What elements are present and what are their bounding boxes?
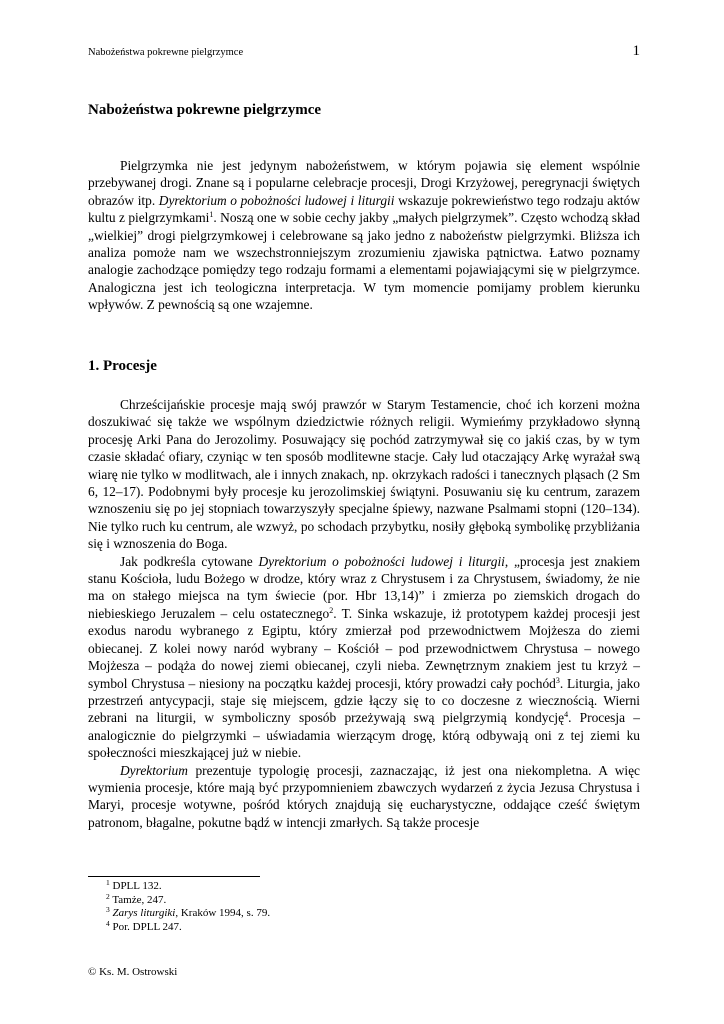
footnote-3: $^3$ Zarys liturgiki, Kraków 1994, s. 79. (106, 905, 271, 920)
footnote-ref-1: 1 (209, 210, 214, 220)
footnote-separator (88, 876, 260, 877)
italic-reference: Dyrektorium (120, 762, 188, 778)
italic-reference: Dyrektorium o pobożności ludowej i liturgii (258, 553, 505, 569)
body-paragraph-3: Dyrektorium prezentuje typologię procesji, zaznaczając, iż jest ona niekompletna. A więc wymienia procesje, które mają być przypomnieniem zbawczych wydarzeń z życia Jezusa Chrystusa i Maryi, procesje wotywne, pośród których znajdują się eucharystyczne, oddające cześć świętym patronom, błagalne, pokutne bądź w intencji zmarłych. Są także procesje (88, 762, 640, 830)
footnote-ref-4: 4 (564, 710, 569, 720)
running-header: Nabożeństwa pokrewne pielgrzymce (88, 47, 244, 58)
copyright-footer: © Ks. M. Ostrowski (88, 966, 178, 978)
page-number: 1 (632, 43, 640, 59)
footnote-1: $^1$ DPLL 132. (106, 878, 162, 892)
document-title: Nabożeństwa pokrewne pielgrzymce (88, 102, 322, 118)
footnote-2: $^2$ Tamże, 247. (106, 891, 167, 906)
intro-section (88, 157, 640, 314)
footnote-ref-2: 2 (329, 605, 334, 615)
footnote-ref-3: 3 (555, 675, 560, 685)
body-paragraph-1: Chrześcijańskie procesje mają swój prawzór w Starym Testamencie, choć ich korzeni można doszukiwać się także we wspólnym dziedzictwie różnych religii. Wymieńmy przykładowo słynną procesję Arki Pana do Jerozolimy. Posuwający się pochód zatrzymywał się co jakiś czas, by w tym czasie składać ofiary, czyniąc w ten sposób modlitewne stacje. Cały lud otaczający Arkę wyrażał swą wiarę nie tylko w modlitwach, ale i innych znakach, np. okrzykach radości i tanecznych pląsach (2 Sm 6, 12–17). Podobnymi były procesje ku jerozolimskiej świątyni. Posuwaniu się ku centrum, zarazem wznoszeniu się po jej stopniach towarzyszyły specjalne śpiewy, nazwane Psalmami stopni (120–134). Nie tylko ruch ku centrum, ale wzwyż, po schodach przybytku, nosiły głęboką symbolikę przybliżania się i wznoszenia do Boga. (88, 397, 640, 552)
body-paragraph-2: Jak podkreśla cytowane Dyrektorium o pobożności ludowej i liturgii, „procesja jest znakiem stanu Kościoła, ludu Bożego w drodze, który wraz z Chrystusem i za Chrystusem, świadomy, że nie ma on stałego miejsca na tym świecie (por. Hbr 13,14)” i zmierza po ziemskich drogach do niebieskiego Jeruzalem – celu ostatecznego$^2$. T. Sinka wskazuje, iż prototypem każdej procesji jest exodus narodu wybranego z Egiptu, który zmierzał pod przewodnictwem Mojżesza do ziemi obiecanej. Z kolei nowy naród wybrany – Kościół – pod przewodnictwem Chrystusa – nowego Mojżesza – podąża do nowej ziemi obiecanej, czyli nieba. Zewnętrznym znakiem jest tu krzyż – symbol Chrystusa – niesiony na początku każdej procesji, który prowadzi cały pochód$^3$. Liturgia, jako przestrzeń antycypacji, staje się miejscem, gdzie łączy się to co doczesne z wiecznością. Wierni zebrani na liturgii, w symboliczny sposób przeżywają swą pielgrzymią kondycję$^4$. Procesja – analogicznie do pielgrzymki – uświadamia wierzącym drogę, którą odbywają oni z tej ziemi ku społeczności mieszkającej już w niebie. (88, 553, 640, 761)
section-heading: 1. Procesje (88, 358, 157, 374)
footnotes (106, 880, 506, 934)
section-body (88, 396, 640, 831)
italic-reference: Dyrektorium o pobożności ludowej i liturgii (158, 192, 395, 208)
intro-paragraph: Pielgrzymka nie jest jedynym nabożeństwem, w którym pojawia się element wspólnie przebywanej drogi. Znane są i popularne celebracje procesji, Drogi Krzyżowej, peregrynacji świętych obrazów itp. Dyrektorium o pobożności ludowej i liturgii wskazuje pokrewieństwo tego rodzaju aktów kultu z pielgrzymkami$^1$. Noszą one w sobie cechy jakby „małych pielgrzymek”. Często wchodzą skład „wielkiej” drogi pielgrzymkowej i celebrowane są jako jedno z nabożeństw pielgrzymki. Bliższa ich analiza pomoże nam we wszechstronniejszym zrozumieniu zjawiska pątnictwa. Łatwo poznamy analogie zachodzące pomiędzy tego rodzaju formami a elementami pojawiającymi się w pielgrzymce. Analogiczna jest ich teologiczna interpretacja. W tym momencie pomijamy problem kierunku wpływów. Z pewnością są one wzajemne. (88, 158, 641, 313)
footnote-4: $^4$ Por. DPLL 247. (106, 918, 182, 933)
